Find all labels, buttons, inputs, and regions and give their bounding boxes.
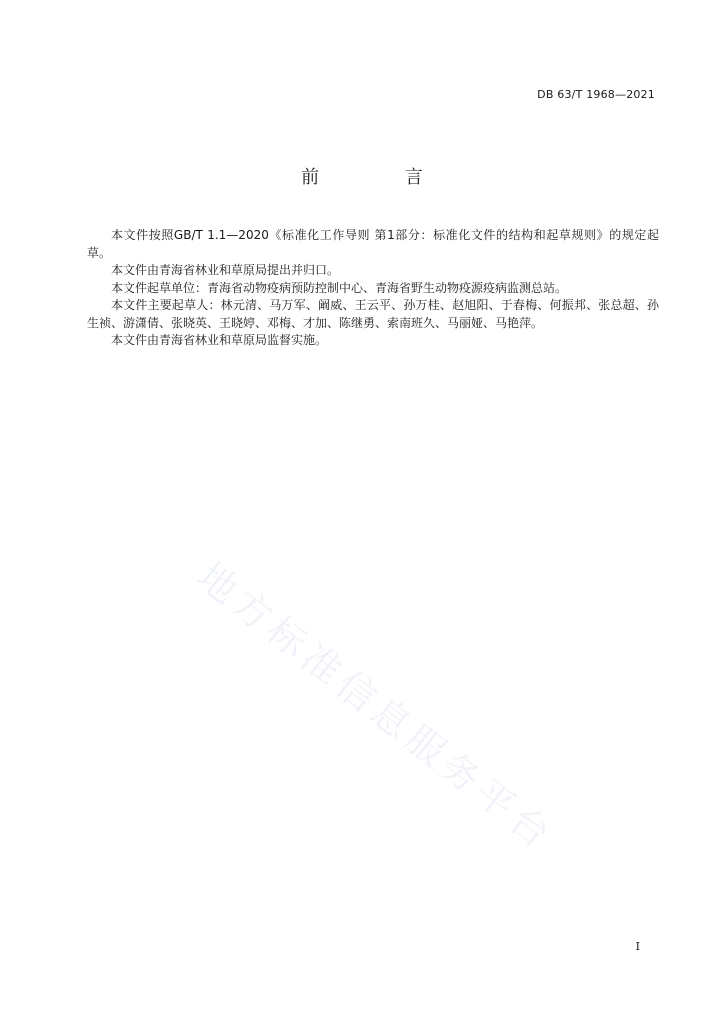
document-code: DB 63/T 1968—2021 [537,88,655,101]
paragraph-supervision: 本文件由青海省林业和草原局监督实施。 [111,333,328,347]
foreword-body [87,227,659,350]
watermark: 地方标准信息服务平台 [188,553,563,860]
page-number: I [635,940,640,953]
page-title: 前 言 [301,167,463,188]
paragraph-drafting-units: 本文件起草单位：青海省动物疫病预防控制中心、青海省野生动物疫源疫病监测总站。 [111,280,568,295]
paragraph-drafters: 本文件主要起草人：林元清、马万军、阚威、王云平、孙万桂、赵旭阳、于春梅、何振邦、张总超、孙生祯、游潇倩、张晓英、王晓婷、邓梅、才加、陈继勇、索南班久、马丽娅、马艳萍。 [87,298,659,330]
paragraph-proposer: 本文件由青海省林业和草原局提出并归口。 [111,263,340,277]
paragraph-drafting-basis: 本文件按照GB/T 1.1—2020《标准化工作导则 第1部分：标准化文件的结构和起草规则》的规定起草。 [87,228,659,260]
